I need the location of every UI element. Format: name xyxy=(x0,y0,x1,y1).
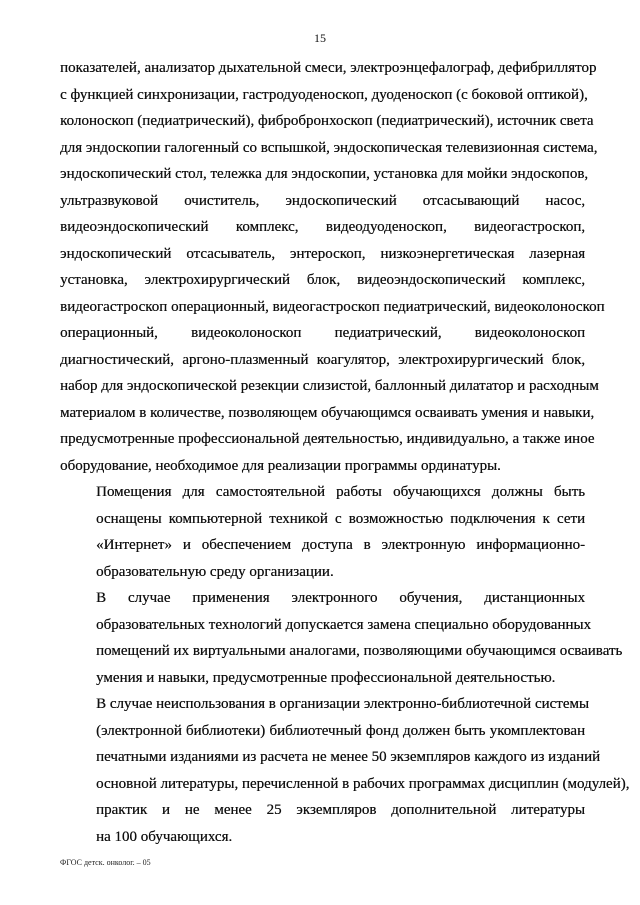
text-line: ультразвуковой очиститель, эндоскопический отсасывающий насос, xyxy=(60,192,585,209)
text-line: помещений их виртуальными аналогами, позволяющими обучающимся осваивать xyxy=(96,643,623,659)
text-line: умения и навыки, предусмотренные профессиональной деятельностью. xyxy=(96,669,556,686)
text-line: набор для эндоскопической резекции слизистой, баллонный дилататор и расходным xyxy=(60,378,599,394)
text-line: видеоэндоскопический комплекс, видеодуоденоскоп, видеогастроскоп, xyxy=(60,219,585,235)
text-line: диагностический, аргоно-плазменный коагулятор, электрохирургический блок, xyxy=(60,351,585,368)
text-line: операционный, видеоколоноскоп педиатрический, видеоколоноскоп xyxy=(60,325,585,341)
text-line: печатными изданиями из расчета не менее 50 экземпляров каждого из изданий xyxy=(96,749,601,765)
footer-note: ФГОС детск. онколог. – 05 xyxy=(60,858,151,867)
document-body xyxy=(60,55,630,850)
text-line: для эндоскопии галогенный со вспышкой, эндоскопическая телевизионная система, xyxy=(60,139,598,156)
text-line: материалом в количестве, позволяющем обучающимся осваивать умения и навыки, xyxy=(60,404,595,421)
text-line: видеогастроскоп операционный, видеогастроскоп педиатрический, видеоколоноскоп xyxy=(60,298,605,315)
paragraph xyxy=(60,691,630,850)
text-line: предусмотренные профессиональной деятельностью, индивидуально, а также иное xyxy=(60,431,595,447)
paragraph xyxy=(60,55,605,479)
page-number: 15 xyxy=(314,31,326,45)
text-line: колоноскоп (педиатрический), фибробронхоскоп (педиатрический), источник света xyxy=(60,113,594,129)
text-line: В случае неиспользования в организации электронно-библиотечной системы xyxy=(96,696,589,712)
text-line: показателей, анализатор дыхательной смеси, электроэнцефалограф, дефибриллятор xyxy=(60,60,597,76)
text-line: В случае применения электронного обучения, дистанционных xyxy=(96,590,585,606)
text-line: основной литературы, перечисленной в рабочих программах дисциплин (модулей), xyxy=(96,775,630,792)
text-line: эндоскопический стол, тележка для эндоскопии, установка для мойки эндоскопов, xyxy=(60,166,589,182)
paragraph xyxy=(60,479,585,585)
text-line: эндоскопический отсасыватель, энтероскоп, низкоэнергетическая лазерная xyxy=(60,245,585,262)
text-line: образовательную среду организации. xyxy=(96,563,334,580)
text-line: «Интернет» и обеспечением доступа в электронную информационно- xyxy=(96,537,585,553)
text-line: образовательных технологий допускается замена специально оборудованных xyxy=(96,616,591,633)
paragraph xyxy=(60,585,623,691)
text-line: оснащены компьютерной техникой с возможностью подключения к сети xyxy=(96,510,585,527)
text-line: оборудование, необходимое для реализации программы ординатуры. xyxy=(60,457,501,474)
text-line: практик и не менее 25 экземпляров дополнительной литературы xyxy=(96,802,585,818)
text-line: с функцией синхронизации, гастродуоденоскоп, дуоденоскоп (с боковой оптикой), xyxy=(60,86,588,103)
text-line: на 100 обучающихся. xyxy=(96,828,233,845)
text-line: (электронной библиотеки) библиотечный фонд должен быть укомплектован xyxy=(96,722,585,739)
text-line: Помещения для самостоятельной работы обучающихся должны быть xyxy=(96,484,585,500)
text-line: установка, электрохирургический блок, видеоэндоскопический комплекс, xyxy=(60,272,585,288)
